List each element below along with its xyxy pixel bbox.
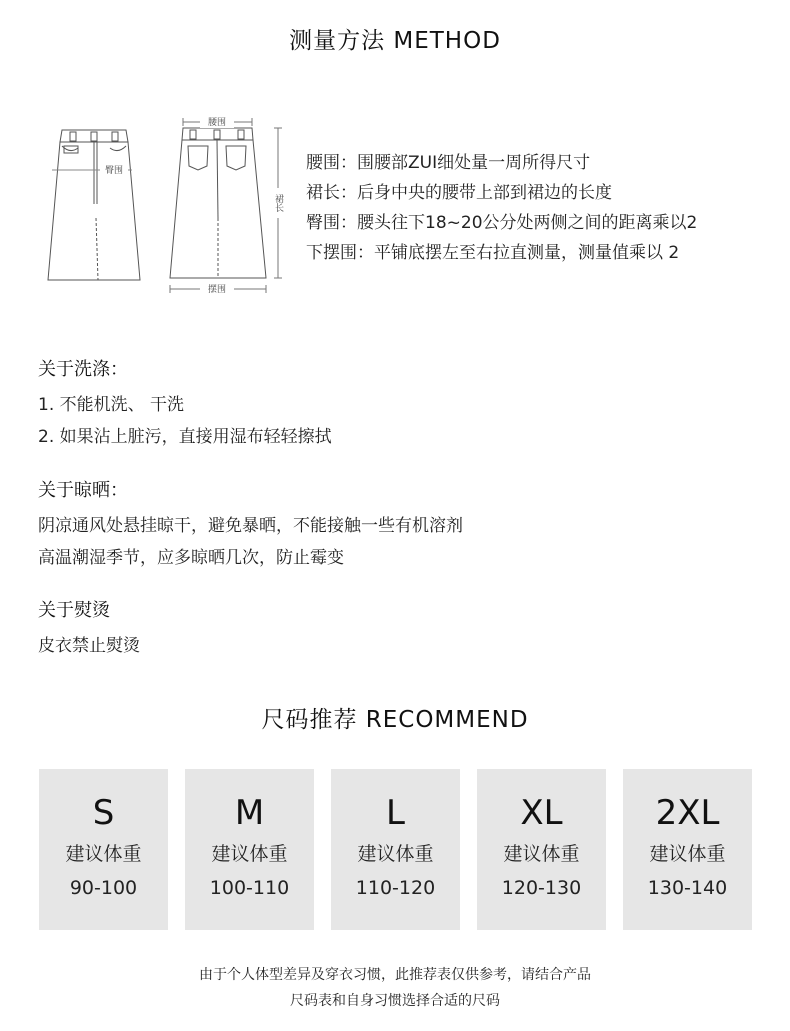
skirt-front-illustration — [48, 130, 140, 280]
skirt-back-illustration — [170, 128, 266, 278]
care-drying-line: 高温潮湿季节，应多晾晒几次，防止霉变 — [38, 548, 344, 568]
diagram-waist-label: 腰围 — [207, 118, 227, 128]
size-disclaimer — [0, 962, 790, 1014]
size-card-l — [331, 769, 460, 930]
care-ironing-heading: 关于熨烫 — [38, 600, 110, 621]
care-drying-heading: 关于晾晒： — [38, 480, 128, 501]
care-washing-line: 2. 如果沾上脏污，直接用湿布轻轻擦拭 — [38, 427, 332, 447]
measure-hem-line: 下摆围：平铺底摆左至右拉直测量，测量值乘以 2 — [306, 243, 680, 263]
size-card-2xl — [623, 769, 752, 930]
measure-length-line: 裙长：后身中央的腰带上部到裙边的长度 — [306, 183, 612, 203]
size-weight-label: 建议体重 — [211, 843, 288, 865]
size-weight-range: 110-120 — [355, 877, 436, 899]
care-drying-section — [38, 477, 463, 574]
size-card-s — [39, 769, 168, 930]
care-drying-line: 阴凉通风处悬挂晾干，避免暴晒，不能接触一些有机溶剂 — [38, 516, 463, 536]
size-card-m — [185, 769, 314, 930]
size-card-xl — [477, 769, 606, 930]
size-weight-label: 建议体重 — [65, 843, 142, 865]
size-label: XL — [520, 793, 563, 833]
care-ironing-section — [38, 597, 140, 662]
measure-waist-line: 腰围：围腰部ZUI细处量一周所得尺寸 — [306, 153, 591, 173]
size-weight-label: 建议体重 — [357, 843, 434, 865]
recommend-title: 尺码推荐 RECOMMEND — [261, 707, 529, 733]
care-washing-heading: 关于洗涤： — [38, 359, 128, 380]
diagram-length-label: 裙长 — [273, 194, 283, 212]
skirt-measurement-diagram — [40, 108, 290, 303]
size-recommendation-cards — [39, 769, 752, 930]
size-weight-label: 建议体重 — [649, 843, 726, 865]
measure-hip-line: 臀围：腰头往下18~20公分处两侧之间的距离乘以2 — [306, 213, 698, 233]
measurement-instructions — [306, 148, 697, 268]
size-weight-range: 100-110 — [209, 877, 290, 899]
care-washing-section — [38, 356, 332, 453]
diagram-hip-label: 臀围 — [104, 166, 124, 176]
size-weight-label: 建议体重 — [503, 843, 580, 865]
disclaimer-line: 尺码表和自身习惯选择合适的尺码 — [290, 993, 500, 1009]
size-weight-range: 90-100 — [69, 877, 138, 899]
disclaimer-line: 由于个人体型差异及穿衣习惯，此推荐表仅供参考，请结合产品 — [199, 967, 591, 983]
size-label: S — [92, 793, 115, 833]
care-washing-line: 1. 不能机洗、 干洗 — [38, 395, 185, 415]
size-label: M — [234, 793, 265, 833]
size-weight-range: 130-140 — [647, 877, 728, 899]
diagram-hem-label: 摆围 — [207, 285, 227, 295]
size-weight-range: 120-130 — [501, 877, 582, 899]
size-label: L — [386, 793, 405, 833]
care-ironing-line: 皮衣禁止熨烫 — [38, 636, 140, 656]
size-label: 2XL — [655, 793, 720, 833]
method-title: 测量方法 METHOD — [289, 28, 501, 54]
